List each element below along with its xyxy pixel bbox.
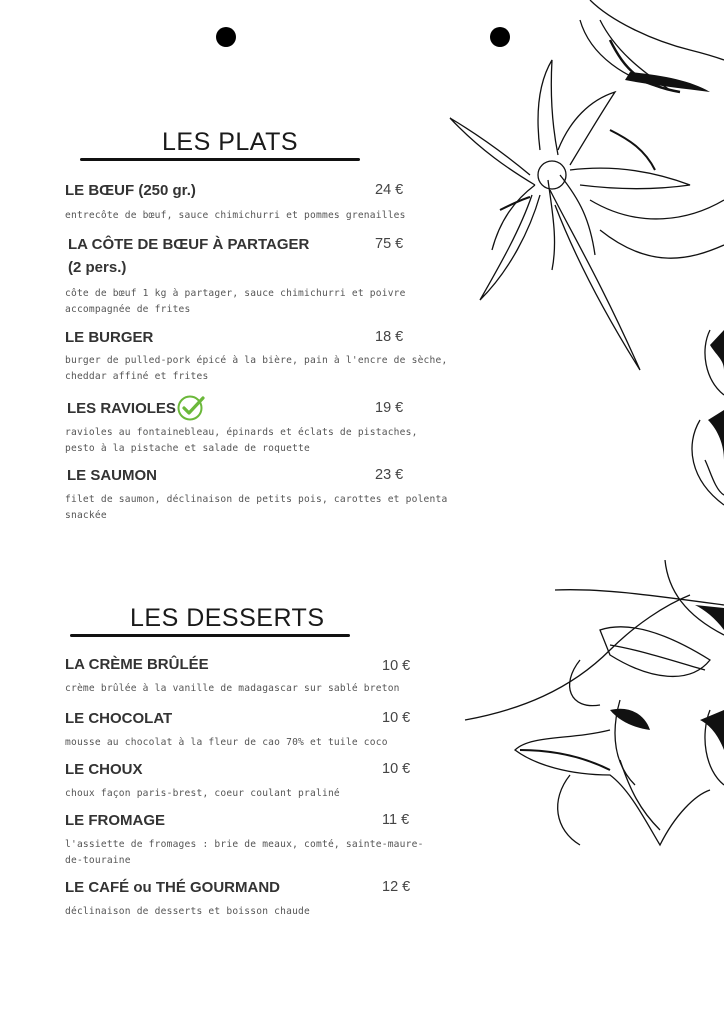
dish-description: burger de pulled-pork épicé à la bière, pain à l'encre de sèche,	[65, 355, 448, 366]
flower-illustration-top	[440, 0, 724, 520]
dessert-name: LE CHOCOLAT	[65, 710, 173, 727]
section-title-desserts: LES DESSERTS	[130, 604, 325, 632]
dessert-price: 10 €	[382, 761, 411, 777]
dish-description-line2: cheddar affiné et frites	[65, 371, 209, 382]
dessert-price: 11 €	[382, 812, 410, 828]
dessert-description: crème brûlée à la vanille de madagascar sur sablé breton	[65, 683, 400, 694]
binder-hole-left	[216, 27, 236, 47]
dessert-name: LA CRÈME BRÛLÉE	[65, 656, 209, 673]
dessert-price: 10 €	[382, 710, 411, 726]
vegetarian-check-icon	[176, 395, 206, 421]
dessert-price: 12 €	[382, 879, 411, 895]
dish-name: LE SAUMON	[67, 467, 157, 484]
dessert-description-line2: de-touraine	[65, 855, 131, 866]
dish-price: 24 €	[375, 182, 404, 198]
dish-name: LE BŒUF (250 gr.)	[65, 182, 196, 199]
dessert-description: choux façon paris-brest, coeur coulant praliné	[65, 788, 340, 799]
dessert-name: LE CHOUX	[65, 761, 143, 778]
dish-description-line2: accompagnée de frites	[65, 304, 191, 315]
dish-name: LE BURGER	[65, 329, 154, 346]
dessert-description: mousse au chocolat à la fleur de cao 70% et tuile coco	[65, 737, 388, 748]
dish-name: LA CÔTE DE BŒUF À PARTAGER	[68, 236, 310, 253]
dessert-name: LE FROMAGE	[65, 812, 165, 829]
dish-price: 23 €	[375, 467, 404, 483]
dessert-description: déclinaison de desserts et boisson chaude	[65, 906, 311, 917]
flower-illustration-bottom	[460, 560, 724, 860]
dish-description: filet de saumon, déclinaison de petits pois, carottes et polenta	[65, 494, 448, 505]
dish-description-line2: snackée	[65, 510, 107, 521]
title-underline-plats	[80, 158, 360, 161]
dish-description: entrecôte de bœuf, sauce chimichurri et pommes grenailles	[65, 210, 406, 221]
dish-price: 18 €	[375, 329, 404, 345]
dish-price: 75 €	[375, 236, 404, 252]
dish-description-line2: pesto à la pistache et salade de roquette	[65, 443, 311, 454]
section-title-plats: LES PLATS	[162, 128, 299, 156]
dish-name: LES RAVIOLES	[67, 400, 176, 417]
title-underline-desserts	[70, 634, 350, 637]
dish-description: côte de bœuf 1 kg à partager, sauce chimichurri et poivre	[65, 288, 406, 299]
dessert-name: LE CAFÉ ou THÉ GOURMAND	[65, 879, 280, 896]
dessert-price: 10 €	[382, 658, 411, 674]
dish-price: 19 €	[375, 400, 404, 416]
dish-description: ravioles au fontainebleau, épinards et éclats de pistaches,	[65, 427, 418, 438]
dessert-description: l'assiette de fromages : brie de meaux, comté, sainte-maure-	[65, 839, 424, 850]
dish-name-suffix: (2 pers.)	[68, 259, 127, 276]
